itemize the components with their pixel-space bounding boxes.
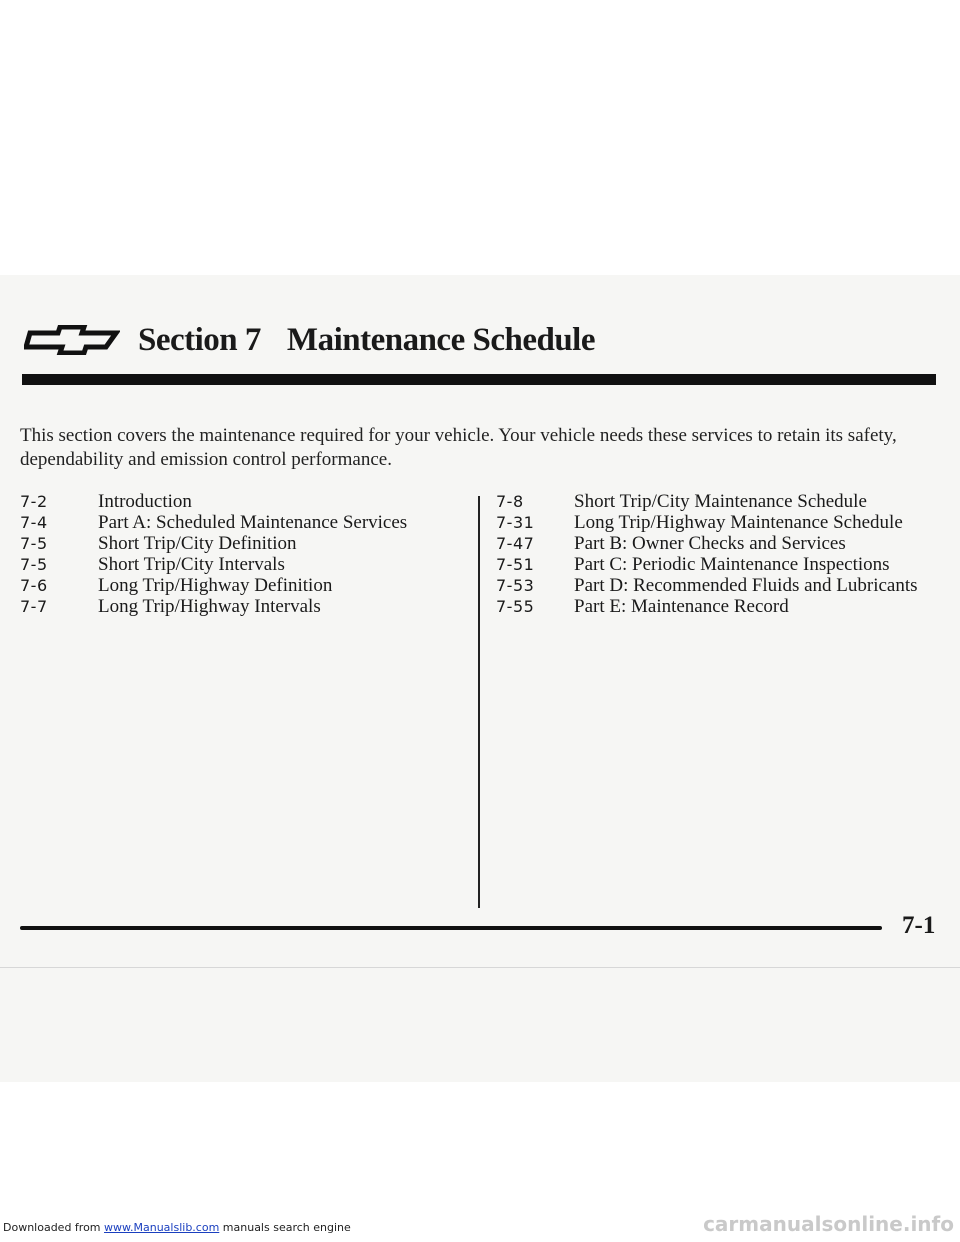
toc-entry[interactable] [20, 554, 407, 575]
scan-edge-line [0, 967, 960, 968]
toc-title: Part D: Recommended Fluids and Lubricants [574, 575, 918, 596]
toc-entry[interactable] [496, 533, 918, 554]
column-divider [478, 496, 480, 908]
toc-entry[interactable] [496, 554, 918, 575]
toc-entry[interactable] [20, 533, 407, 554]
toc-title: Introduction [98, 491, 192, 512]
toc-title: Long Trip/Highway Intervals [98, 596, 321, 617]
toc-page: 7-4 [20, 513, 48, 532]
toc-title: Long Trip/Highway Maintenance Schedule [574, 512, 903, 533]
chevrolet-bowtie-icon [24, 325, 120, 355]
watermark-text: carmanualsonline.info [703, 1212, 954, 1236]
toc-title: Long Trip/Highway Definition [98, 575, 333, 596]
toc-title: Short Trip/City Maintenance Schedule [574, 491, 867, 512]
toc-page: 7-8 [496, 492, 524, 511]
toc-title: Short Trip/City Definition [98, 533, 297, 554]
toc-entry[interactable] [20, 491, 407, 512]
toc-entry[interactable] [496, 596, 918, 617]
toc-page: 7-55 [496, 597, 535, 616]
manualslib-link[interactable]: www.Manualslib.com [104, 1221, 220, 1234]
toc-entry[interactable] [20, 575, 407, 596]
toc-title: Part A: Scheduled Maintenance Services [98, 512, 408, 533]
toc-title: Part C: Periodic Maintenance Inspections [574, 554, 890, 575]
credit-prefix: Downloaded from [3, 1221, 101, 1234]
toc-entry[interactable] [496, 512, 918, 533]
page-background [0, 275, 960, 1082]
toc-page: 7-2 [20, 492, 48, 511]
toc-title: Part B: Owner Checks and Services [574, 533, 846, 554]
toc-page: 7-31 [496, 513, 535, 532]
toc-left-column [20, 491, 407, 617]
header-rule [22, 374, 936, 385]
toc-page: 7-6 [20, 576, 48, 595]
section-header [24, 315, 595, 365]
toc-page: 7-51 [496, 555, 535, 574]
toc-title: Part E: Maintenance Record [574, 596, 789, 617]
toc-page: 7-7 [20, 597, 48, 616]
section-label: Section 7 [138, 321, 261, 358]
toc-right-column [496, 491, 918, 617]
toc-entry[interactable] [496, 491, 918, 512]
credit-suffix: manuals search engine [222, 1221, 351, 1234]
toc-entry[interactable] [20, 596, 407, 617]
toc-page: 7-5 [20, 555, 48, 574]
toc-page: 7-5 [20, 534, 48, 553]
page-number: 7-1 [902, 912, 936, 939]
toc-entry[interactable] [496, 575, 918, 596]
section-title: Maintenance Schedule [286, 321, 595, 358]
toc-entry[interactable] [20, 512, 407, 533]
footer-rule [20, 926, 882, 930]
toc-page: 7-53 [496, 576, 535, 595]
download-credit [3, 1221, 351, 1234]
toc-title: Short Trip/City Intervals [98, 554, 285, 575]
intro-paragraph: This section covers the maintenance required for your vehicle. Your vehicle needs these services to retain its safety, dependability and emission control performance. [20, 425, 897, 470]
toc-page: 7-47 [496, 534, 535, 553]
